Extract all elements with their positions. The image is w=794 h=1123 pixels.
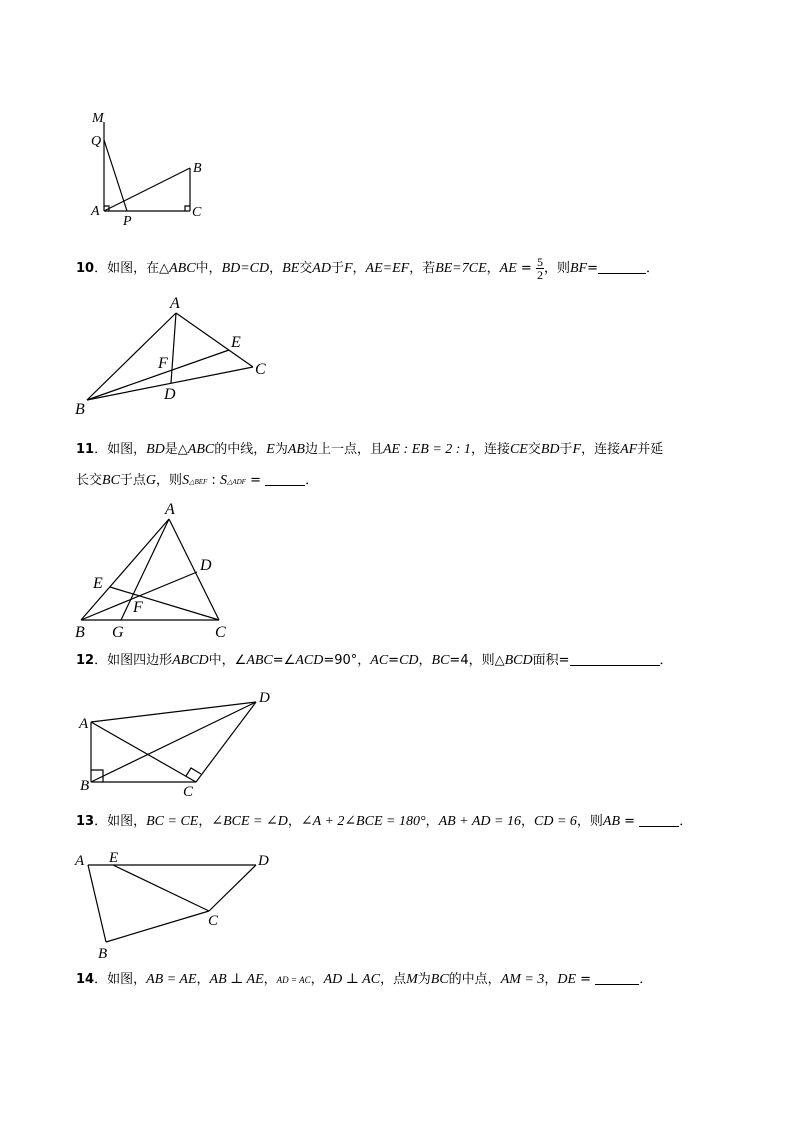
label-E: E	[109, 850, 119, 866]
label-C: C	[183, 784, 194, 800]
problem-10: 10．如图，在△ABC中，BD=CD，BE交AD于F，AE=EF，若BE=7CE，AE = $\frac{5}{2}$ ，则BF= ．	[76, 255, 659, 282]
segment-AB	[104, 168, 190, 211]
segment-EC	[113, 865, 209, 911]
label-C: C	[208, 913, 219, 929]
segment-BD	[91, 702, 256, 782]
label-F: F	[133, 599, 143, 616]
label-B: B	[98, 946, 108, 962]
label-A: A	[170, 295, 180, 312]
answer-blank[interactable]	[265, 473, 305, 486]
segment-BD	[81, 572, 197, 620]
problem-13: 13．如图，BC = CE，∠BCE = ∠D，∠A + 2∠BCE = 180°，AB + AD = 16，CD = 6，则AB = ．	[76, 814, 693, 829]
problem-14: 14．如图，AB = AE，AB ⊥ AE，AD = AC，AD ⊥ AC，点M为BC的中点，AM = 3，DE = ．	[76, 972, 653, 987]
segment-CD	[196, 702, 256, 782]
label-B: B	[193, 161, 202, 176]
segment-AB	[81, 519, 169, 620]
label-F: F	[158, 355, 168, 372]
problem-11-line-2: 长交BC于点G，则S△BEF : S△ADF = ．	[76, 473, 319, 488]
label-D: D	[200, 557, 212, 574]
label-D: D	[258, 853, 269, 869]
label-E: E	[231, 334, 241, 351]
segment-AD	[171, 313, 176, 383]
segment-QP	[104, 140, 127, 211]
fraction: $\frac{5}{2}$	[536, 255, 543, 282]
problem-number: 13	[76, 814, 95, 829]
right-angle-mark-B	[91, 770, 103, 782]
label-C: C	[215, 624, 226, 641]
segment-CE	[110, 587, 219, 620]
segment-AC	[176, 313, 253, 367]
label-C: C	[255, 361, 266, 378]
right-angle-mark-C	[186, 768, 201, 776]
segment-BE	[87, 350, 229, 400]
problem-12: 12．如图四边形ABCD中，∠ABC=∠ACD=90°，AC=CD，BC=4，则△BCD面积= ．	[76, 653, 673, 668]
label-M: M	[92, 111, 104, 126]
label-A: A	[165, 501, 175, 518]
answer-blank[interactable]	[639, 814, 679, 827]
problem-number: 12	[76, 653, 95, 668]
label-D: D	[164, 386, 176, 403]
segment-AD	[91, 702, 256, 722]
label-P: P	[123, 214, 132, 229]
segment-AC	[91, 722, 196, 782]
label-Q: Q	[91, 134, 102, 149]
answer-blank[interactable]	[570, 653, 660, 666]
label-C: C	[192, 205, 202, 220]
problem-number: 10	[76, 261, 95, 276]
problem-11: 11．如图，BD是△ABC的中线，E为AB边上一点，且AE : EB = 2 : 1，连接CE交BD于F，连接AF并延	[76, 442, 664, 457]
label-A: A	[79, 716, 89, 732]
label-B: B	[80, 778, 90, 794]
segment-AC	[169, 519, 219, 620]
segment-BC	[87, 367, 253, 400]
right-angle-mark-C	[185, 206, 190, 211]
answer-blank[interactable]	[595, 972, 639, 985]
problem-number: 14	[76, 972, 95, 987]
segment-AB	[88, 865, 106, 942]
segment-AG	[121, 519, 169, 620]
label-E: E	[93, 575, 103, 592]
answer-blank[interactable]	[598, 261, 646, 274]
label-D: D	[259, 690, 270, 706]
segment-BC	[106, 911, 209, 942]
label-B: B	[75, 401, 85, 418]
problem-number: 11	[76, 442, 95, 457]
label-A: A	[75, 853, 85, 869]
label-B: B	[75, 624, 85, 641]
label-G: G	[112, 624, 124, 641]
label-A: A	[91, 204, 100, 219]
segment-AB	[87, 313, 176, 400]
right-angle-mark-A	[104, 206, 109, 211]
segment-CD	[209, 865, 256, 911]
